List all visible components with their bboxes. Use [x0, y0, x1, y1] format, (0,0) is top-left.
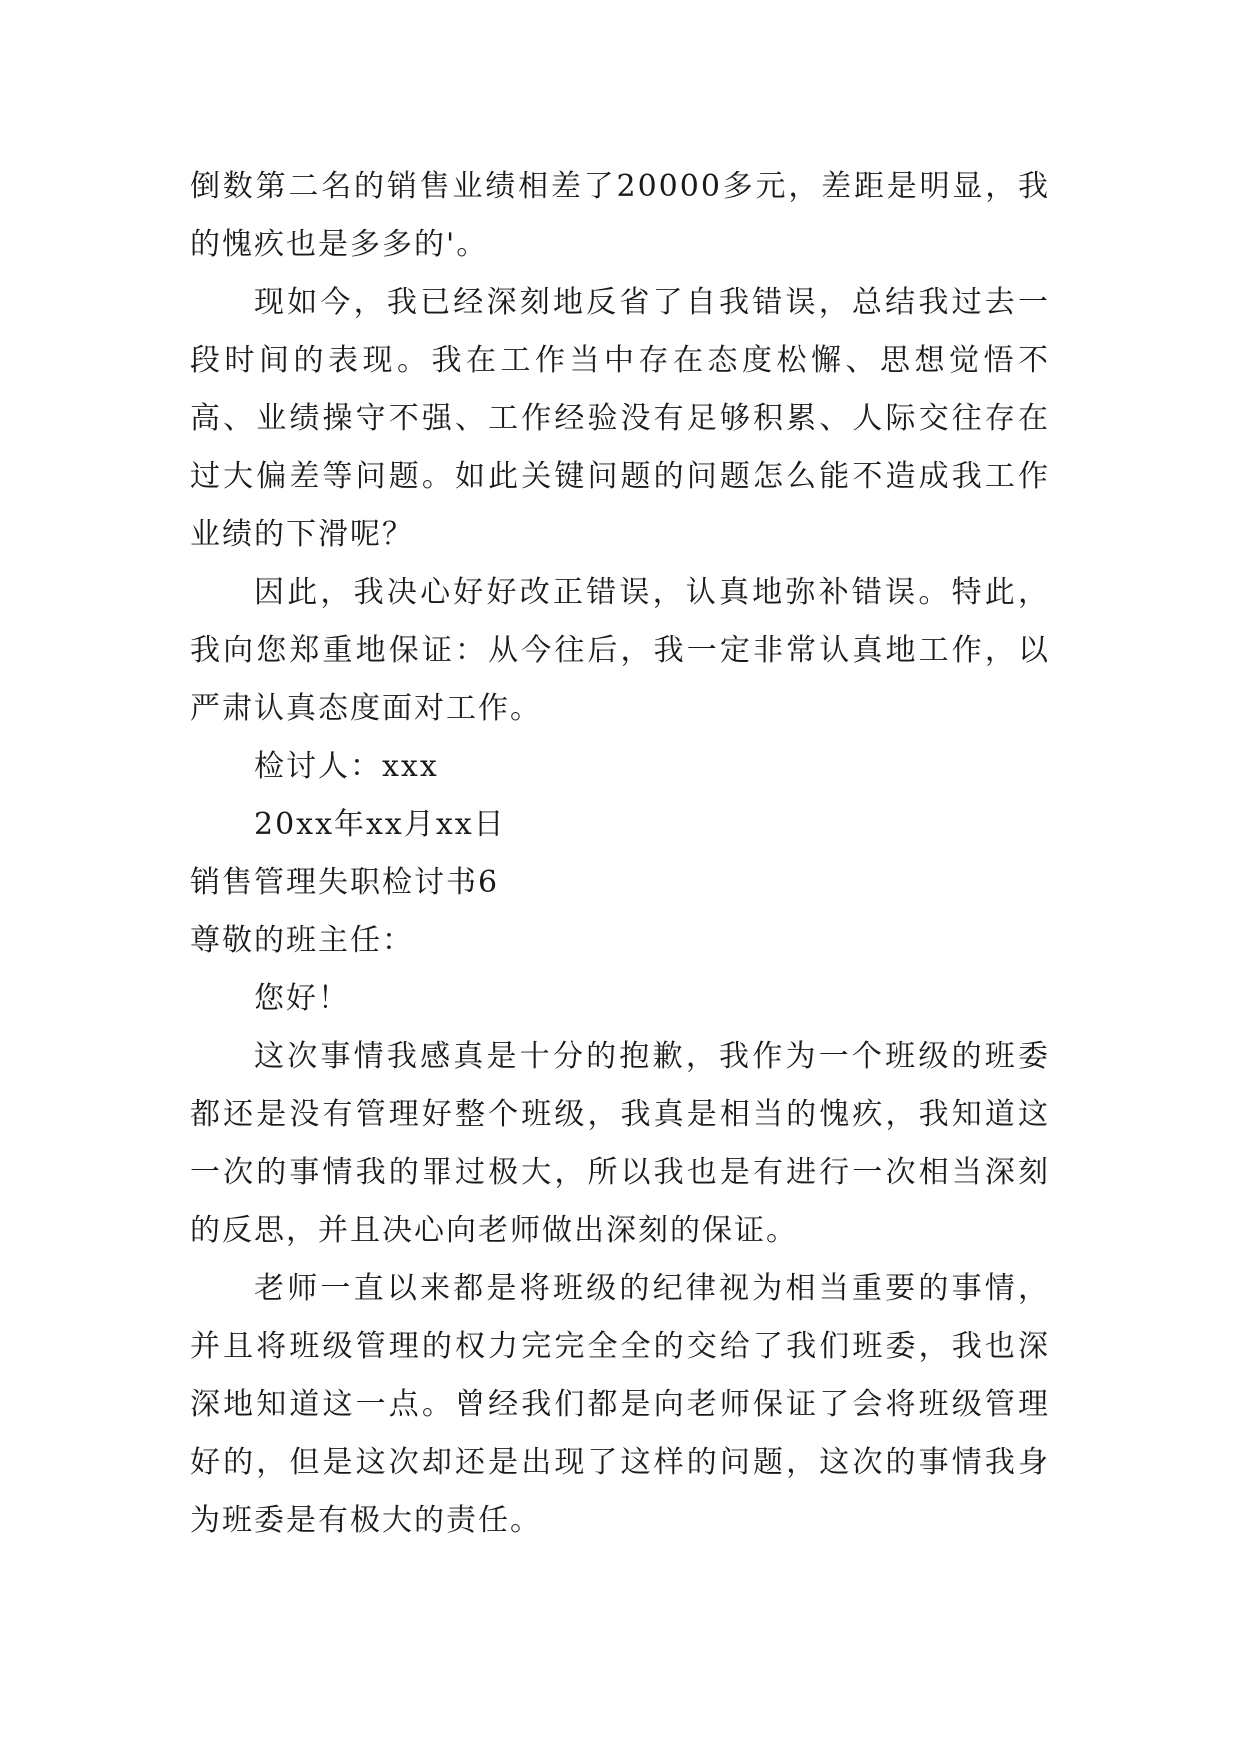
signature-line: 检讨人：xxx	[254, 749, 439, 784]
greeting: 您好！	[254, 981, 350, 1016]
paragraph-continuation: 倒数第二名的销售业绩相差了20000多元，差距是明显，我的愧疚也是多多的'。	[190, 169, 1050, 262]
paragraph-pledge: 因此，我决心好好改正错误，认真地弥补错误。特此，我向您郑重地保证：从今往后，我一定非常认真地工作，以严肃认真态度面对工作。	[190, 575, 1050, 726]
document-page	[190, 158, 1050, 1550]
paragraph-reflection: 现如今，我已经深刻地反省了自我错误，总结我过去一段时间的表现。我在工作当中存在态度松懈、思想觉悟不高、业绩操守不强、工作经验没有足够积累、人际交往存在过大偏差等问题。如此关键问题的问题怎么能不造成我工作业绩的下滑呢？	[190, 285, 1050, 552]
date-line: 20xx年xx月xx日	[254, 807, 506, 842]
paragraph-apology: 这次事情我感真是十分的抱歉，我作为一个班级的班委都还是没有管理好整个班级，我真是相当的愧疚，我知道这一次的事情我的罪过极大，所以我也是有进行一次相当深刻的反思，并且决心向老师做出深刻的保证。	[190, 1039, 1050, 1248]
section-title: 销售管理失职检讨书6	[190, 865, 500, 900]
salutation: 尊敬的班主任：	[190, 923, 414, 958]
paragraph-responsibility: 老师一直以来都是将班级的纪律视为相当重要的事情，并且将班级管理的权力完完全全的交给了我们班委，我也深深地知道这一点。曾经我们都是向老师保证了会将班级管理好的，但是这次却还是出现了这样的问题，这次的事情我身为班委是有极大的责任。	[190, 1271, 1050, 1538]
